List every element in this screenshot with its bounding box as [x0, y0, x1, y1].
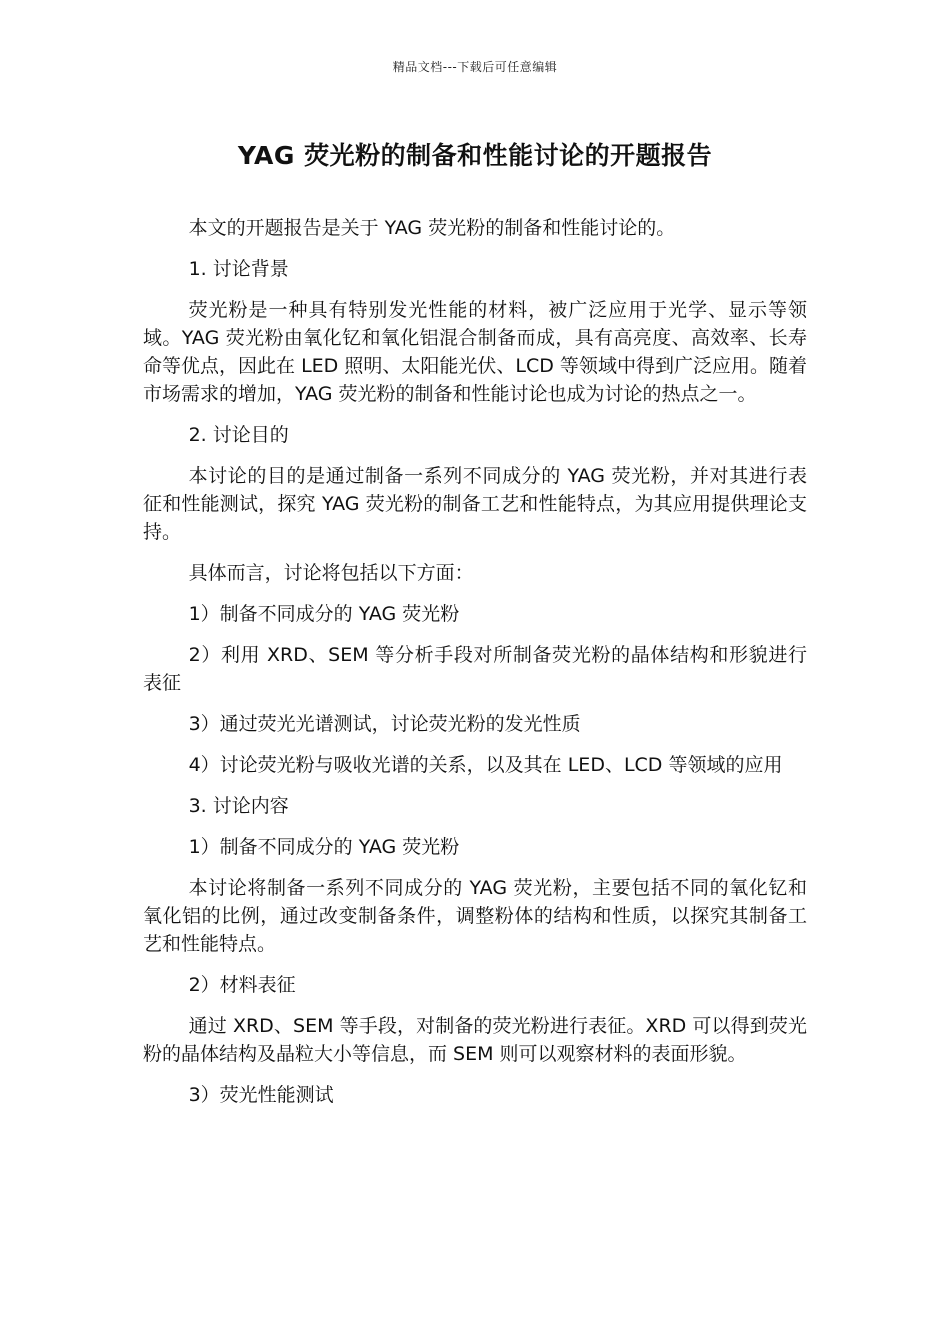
content-item-2-text: 通过 XRD、SEM 等手段，对制备的荧光粉进行表征。XRD 可以得到荧光粉的晶体结构及晶粒大小等信息，而 SEM 则可以观察材料的表面形貌。: [143, 1015, 807, 1065]
content-item-1-heading: 1）制备不同成分的 YAG 荧光粉: [188, 836, 460, 858]
list-item-2: 2）利用 XRD、SEM 等分析手段对所制备荧光粉的晶体结构和形貌进行表征: [143, 644, 807, 694]
section-heading-purpose: 2. 讨论目的: [188, 424, 289, 446]
header-note: 精品文档---下载后可任意编辑: [392, 60, 558, 74]
paragraph-specifics: 具体而言，讨论将包括以下方面：: [188, 562, 474, 584]
paragraph-background: 荧光粉是一种具有特别发光性能的材料，被广泛应用于光学、显示等领域。YAG 荧光粉由氧化钇和氧化铝混合制备而成，具有高亮度、高效率、长寿命等优点，因此在 LED 照明、太阳能光伏、LCD 等领域中得到广泛应用。随着市场需求的增加，YAG 荧光粉的制备和性能讨论也成为讨论的热点之一。: [143, 299, 807, 405]
document-body: [143, 214, 807, 1122]
content-item-2-heading: 2）材料表征: [188, 974, 296, 996]
section-heading-content: 3. 讨论内容: [188, 795, 289, 817]
list-item-4: 4）讨论荧光粉与吸收光谱的关系，以及其在 LED、LCD 等领域的应用: [188, 754, 783, 776]
content-item-3-heading: 3）荧光性能测试: [188, 1084, 334, 1106]
list-item-1: 1）制备不同成分的 YAG 荧光粉: [188, 603, 460, 625]
content-item-1-text: 本讨论将制备一系列不同成分的 YAG 荧光粉，主要包括不同的氧化钇和氧化铝的比例，通过改变制备条件，调整粉体的结构和性质，以探究其制备工艺和性能特点。: [143, 877, 807, 955]
section-heading-background: 1. 讨论背景: [188, 258, 289, 280]
list-item-3: 3）通过荧光光谱测试，讨论荧光粉的发光性质: [188, 713, 581, 735]
paragraph-purpose: 本讨论的目的是通过制备一系列不同成分的 YAG 荧光粉，并对其进行表征和性能测试，探究 YAG 荧光粉的制备工艺和性能特点，为其应用提供理论支持。: [143, 465, 807, 543]
paragraph-intro: 本文的开题报告是关于 YAG 荧光粉的制备和性能讨论的。: [188, 217, 676, 239]
document-title: YAG 荧光粉的制备和性能讨论的开题报告: [237, 141, 713, 170]
